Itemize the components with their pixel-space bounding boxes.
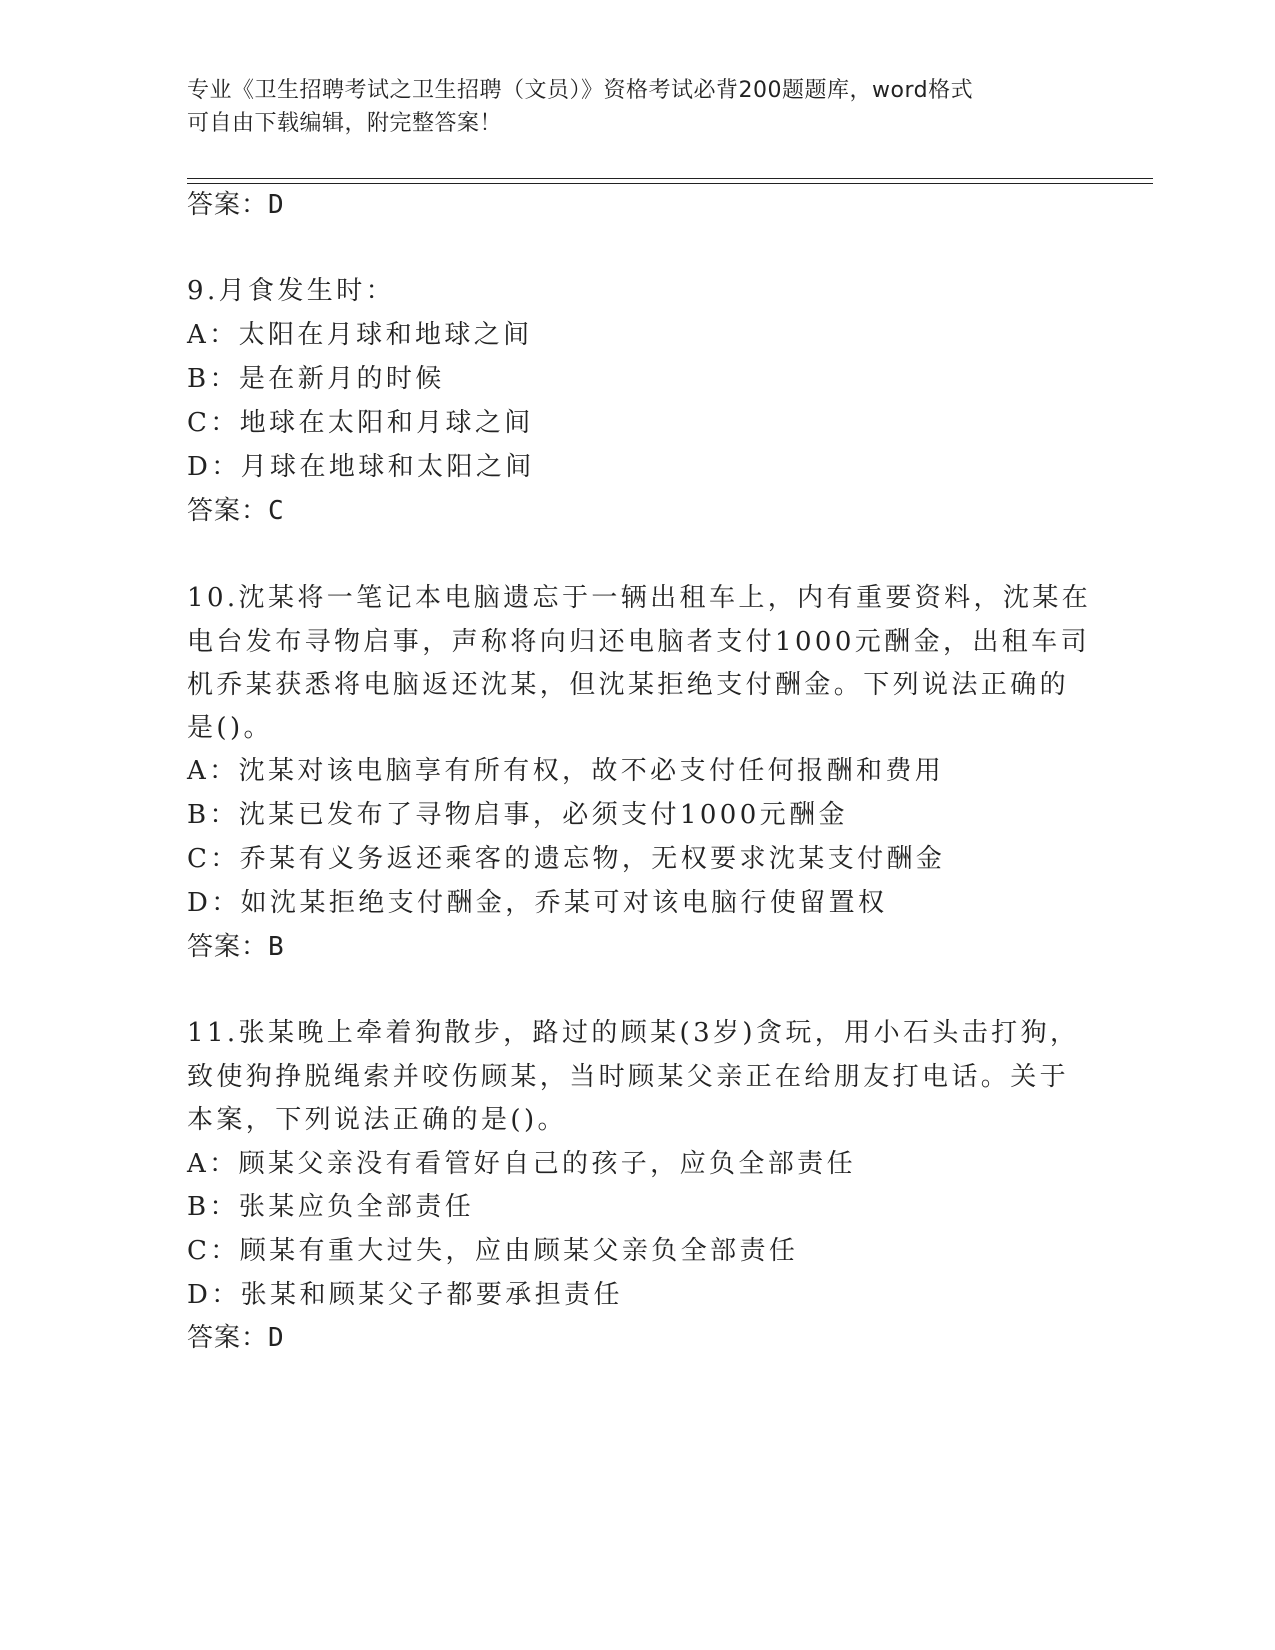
- question-9-option-a: A：太阳在月球和地球之间: [187, 320, 533, 350]
- header-rule-bottom: [187, 183, 1153, 184]
- question-10-option-d: D：如沈某拒绝支付酬金，乔某可对该电脑行使留置权: [187, 888, 888, 918]
- answer-label: 答案：: [187, 932, 269, 962]
- question-9-option-b: B：是在新月的时候: [187, 364, 445, 394]
- answer-label: 答案：: [187, 1323, 269, 1353]
- document-header: [187, 74, 1067, 140]
- prev-answer: [187, 190, 285, 220]
- answer-label: 答案：: [187, 496, 269, 526]
- answer-letter: D: [268, 190, 285, 220]
- question-11-text-line-2: 致使狗挣脱绳索并咬伤顾某，当时顾某父亲正在给朋友打电话。关于: [187, 1062, 1070, 1092]
- question-11-option-c: C：顾某有重大过失，应由顾某父亲负全部责任: [187, 1236, 799, 1266]
- question-10-text-line-4: 是()。: [187, 713, 273, 743]
- header-line-1: 专业《卫生招聘考试之卫生招聘（文员）》资格考试必背200题题库，word格式: [187, 78, 974, 103]
- question-11-option-b: B：张某应负全部责任: [187, 1192, 475, 1222]
- question-10-option-c: C：乔某有义务返还乘客的遗忘物，无权要求沈某支付酬金: [187, 844, 946, 874]
- question-11-option-a: A：顾某父亲没有看管好自己的孩子，应负全部责任: [187, 1149, 856, 1179]
- answer-letter: B: [268, 932, 285, 962]
- question-11-answer: [187, 1323, 285, 1353]
- question-9-answer: [187, 496, 285, 526]
- answer-letter: C: [268, 496, 285, 526]
- answer-label: 答案：: [187, 190, 269, 220]
- question-11-text-line-3: 本案，下列说法正确的是()。: [187, 1105, 567, 1135]
- question-9-option-d: D：月球在地球和太阳之间: [187, 452, 535, 482]
- answer-letter: D: [268, 1323, 285, 1353]
- question-10-option-a: A：沈某对该电脑享有所有权，故不必支付任何报酬和费用: [187, 756, 945, 786]
- question-9-option-c: C：地球在太阳和月球之间: [187, 408, 534, 438]
- question-10-answer: [187, 932, 285, 962]
- question-10-option-b: B：沈某已发布了寻物启事，必须支付1000元酬金: [187, 800, 848, 830]
- question-11-option-d: D：张某和顾某父子都要承担责任: [187, 1280, 623, 1310]
- header-rule-top: [187, 178, 1153, 179]
- header-line-2: 可自由下载编辑，附完整答案！: [187, 111, 503, 136]
- question-11-text-line-1: 11.张某晚上牵着狗散步，路过的顾某(3岁)贪玩，用小石头击打狗，: [187, 1018, 1080, 1048]
- question-10-text-line-2: 电台发布寻物启事，声称将向归还电脑者支付1000元酬金，出租车司: [187, 627, 1090, 657]
- question-9-text: 9.月食发生时：: [187, 276, 396, 306]
- question-10-text-line-3: 机乔某获悉将电脑返还沈某，但沈某拒绝支付酬金。下列说法正确的: [187, 670, 1070, 700]
- question-10-text-line-1: 10.沈某将一笔记本电脑遗忘于一辆出租车上，内有重要资料，沈某在: [187, 583, 1092, 613]
